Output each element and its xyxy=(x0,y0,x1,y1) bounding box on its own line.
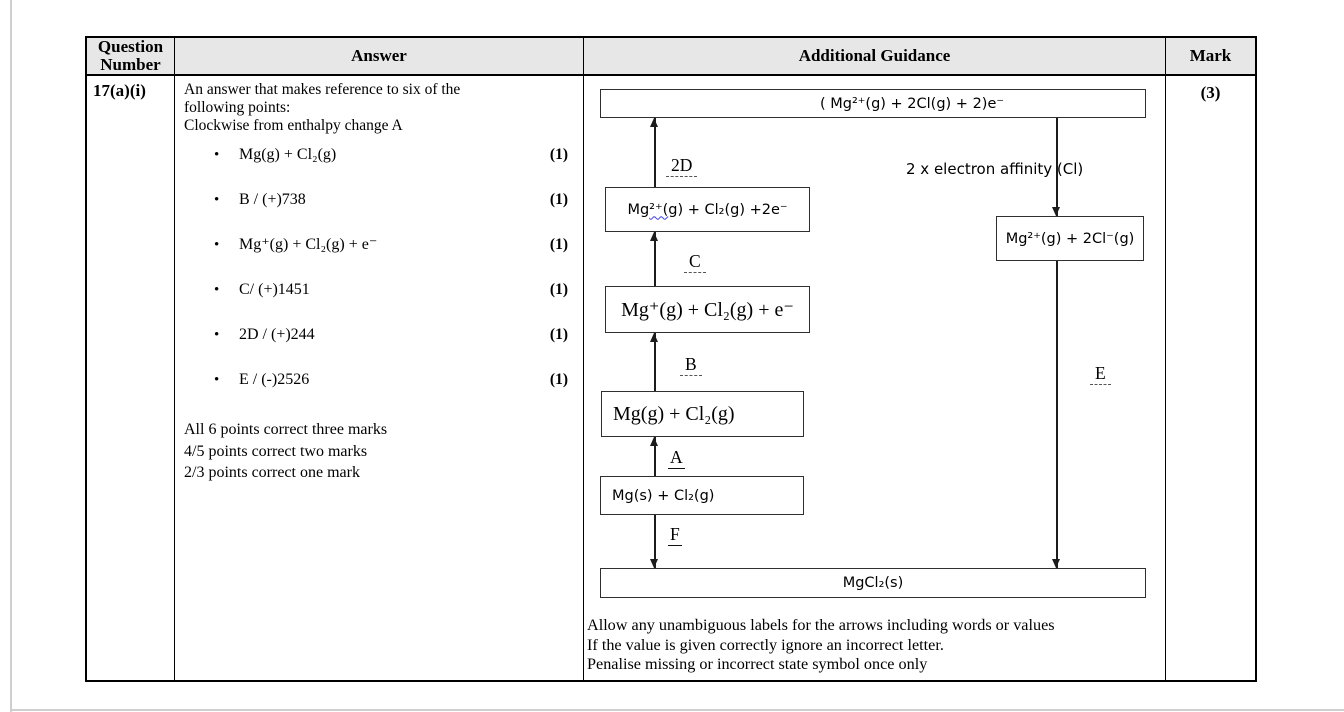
bullet-icon: • xyxy=(214,237,220,253)
header-question-number: Question Number xyxy=(87,38,175,76)
answer-cell xyxy=(175,76,584,680)
bullet-text: C/ (+)1451 xyxy=(239,281,310,298)
summary-line: All 6 points correct three marks xyxy=(184,421,388,438)
diagram-box-ions: Mg²⁺(g) + 2Cl⁻(g) xyxy=(996,216,1144,261)
marking-summary xyxy=(184,419,583,484)
summary-line: 4/5 points correct two marks xyxy=(184,442,368,460)
bullet-mark-value: (1) xyxy=(549,371,568,388)
label-f-text: F xyxy=(670,524,680,544)
diagram-box-product: MgCl₂(s) xyxy=(600,568,1146,598)
diagram-box-mg2plus-2e xyxy=(605,187,810,232)
arrow-c-head-up-icon xyxy=(650,232,658,241)
additional-guidance-cell xyxy=(584,76,1166,680)
label-e xyxy=(1090,363,1111,384)
answer-intro-line: Clockwise from enthalpy change A xyxy=(184,117,403,134)
guidance-note-line: If the value is given correctly ignore an incorrect letter. xyxy=(587,635,944,654)
mark-scheme-table xyxy=(85,36,1257,682)
bullet-text: E / (-)2526 xyxy=(239,371,310,388)
page-left-boundary xyxy=(10,0,12,712)
bullet-mark-value: (1) xyxy=(549,146,568,163)
label-a-text: A xyxy=(670,447,683,467)
page-bottom-boundary xyxy=(10,709,1344,711)
bullet-icon: • xyxy=(214,327,220,343)
diagram-box-mg-solid: Mg(s) + Cl₂(g) xyxy=(600,476,804,515)
answer-bullet xyxy=(184,326,583,371)
header-mark: Mark xyxy=(1166,38,1255,76)
label-electron-affinity: 2 x electron affinity (Cl) xyxy=(906,160,1084,178)
bullet-text: 2D / (+)244 xyxy=(239,326,315,343)
label-c-text: C xyxy=(684,251,706,273)
bullet-text: Mg(g) + Cl₂(g) xyxy=(239,146,337,163)
label-a xyxy=(668,447,685,468)
label-f xyxy=(668,524,682,545)
arrow-2d-head-up-icon xyxy=(650,118,658,127)
guidance-notes xyxy=(587,616,1055,675)
answer-bullet xyxy=(184,236,583,281)
arrow-electron-affinity-head-down-icon xyxy=(1052,207,1060,216)
diagram-box-mg-plus: Mg⁺(g) + Cl₂(g) + e⁻ xyxy=(605,286,810,333)
answer-bullet-list xyxy=(184,146,583,416)
arrow-f-head-down-icon xyxy=(650,559,658,568)
label-b-text: B xyxy=(680,354,702,376)
arrow-a-head-up-icon xyxy=(650,437,658,446)
summary-line: 2/3 points correct one mark xyxy=(184,464,360,481)
guidance-note-line: Penalise missing or incorrect state symbol once only xyxy=(587,655,928,673)
bullet-icon: • xyxy=(214,192,220,208)
bullet-mark-value: (1) xyxy=(549,191,568,208)
bullet-mark-value: (1) xyxy=(549,281,568,298)
answer-bullet xyxy=(184,146,583,191)
answer-bullet xyxy=(184,281,583,326)
answer-intro-line: An answer that makes reference to six of the xyxy=(184,81,461,98)
answer-bullet xyxy=(184,371,583,416)
formula-segment: g) + Cl₂(g) +2e⁻ xyxy=(668,201,788,218)
bullet-mark-value: (1) xyxy=(549,326,568,343)
label-c xyxy=(684,251,706,272)
guidance-note-line: Allow any unambiguous labels for the arrows including words or values xyxy=(587,616,1055,634)
answer-bullet xyxy=(184,191,583,236)
arrow-b-head-up-icon xyxy=(650,333,658,342)
mark-cell: (3) xyxy=(1200,83,1221,102)
header-answer: Answer xyxy=(175,38,584,76)
diagram-box-mg-gas: Mg(g) + Cl₂(g) xyxy=(601,391,804,437)
formula-segment: Mg xyxy=(627,201,650,218)
bullet-text: B / (+)738 xyxy=(239,191,306,208)
label-2d-text: 2D xyxy=(666,155,697,177)
bullet-icon: • xyxy=(214,282,220,298)
arrow-e-line xyxy=(1056,261,1058,568)
label-e-text: E xyxy=(1090,363,1111,385)
answer-intro xyxy=(184,81,583,135)
label-b xyxy=(680,354,702,375)
formula-segment-spellcheck: ²⁺( xyxy=(649,201,669,218)
bullet-mark-value: (1) xyxy=(549,236,568,253)
diagram-box-top-state: ( Mg²⁺(g) + 2Cl(g) + 2)e⁻ xyxy=(600,89,1146,118)
question-number-cell: 17(a)(i) xyxy=(87,76,175,680)
bullet-text: Mg⁺(g) + Cl₂(g) + e⁻ xyxy=(239,236,378,253)
bullet-icon: • xyxy=(214,147,220,163)
arrow-2d-line xyxy=(654,118,656,187)
arrow-e-head-down-icon xyxy=(1052,559,1060,568)
label-2d xyxy=(666,155,697,176)
answer-intro-line: following points: xyxy=(184,99,291,116)
header-additional-guidance: Additional Guidance xyxy=(584,38,1166,76)
bullet-icon: • xyxy=(214,372,220,388)
